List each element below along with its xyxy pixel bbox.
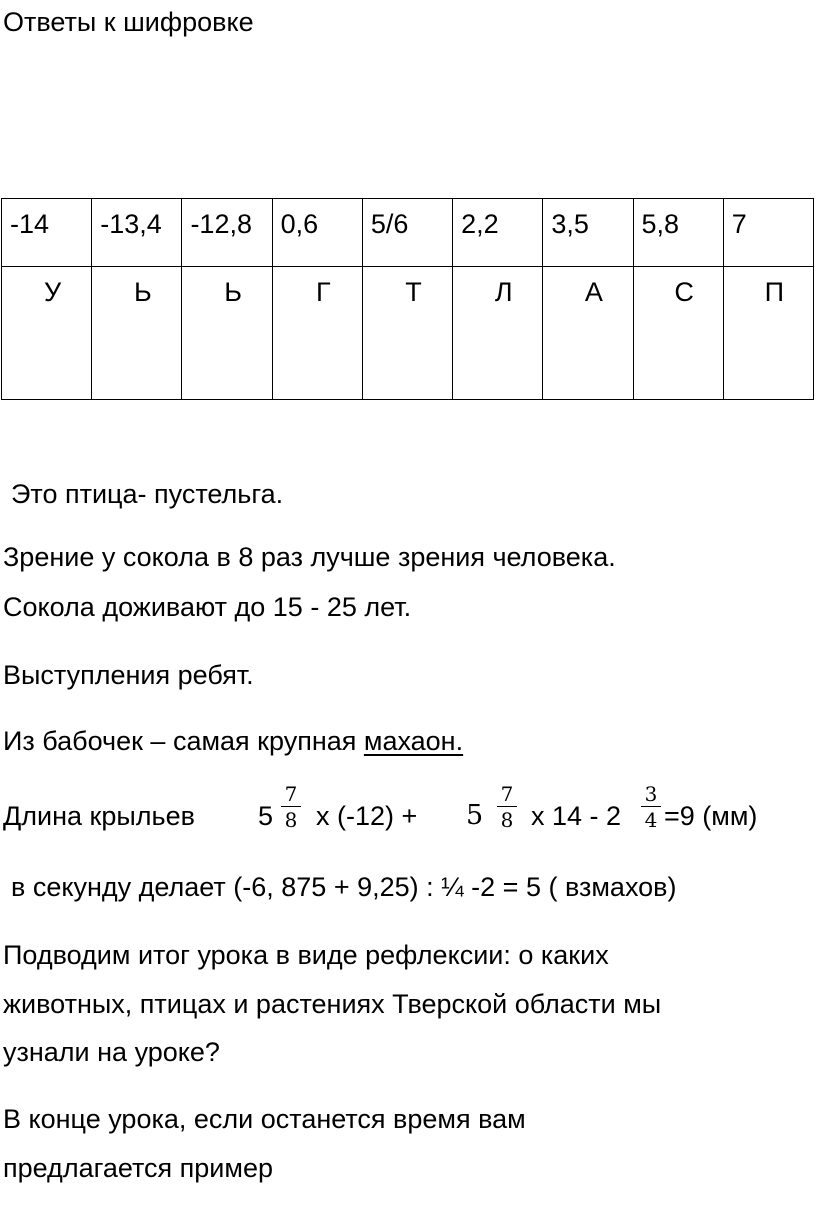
letters-row <box>2 267 814 400</box>
fraction <box>641 783 661 831</box>
number-cell: 3,5 <box>543 199 633 267</box>
page-title: Ответы к шифровке <box>3 7 254 37</box>
fraction <box>497 783 517 831</box>
number-cell: 0,6 <box>272 199 362 267</box>
fraction-denominator: 8 <box>284 808 298 832</box>
letter-cell: П <box>723 267 813 400</box>
formula-result: =9 (мм) <box>664 801 758 831</box>
fraction-numerator: 7 <box>284 782 298 806</box>
letter-cell: Ь <box>182 267 272 400</box>
reflection-line-2: животных, птицах и растениях Тверской области мы <box>3 989 662 1019</box>
number-cell: 5,8 <box>633 199 723 267</box>
mixed-number-whole: 5 <box>466 800 484 831</box>
butterfly-prefix: Из бабочек – самая крупная <box>3 726 364 756</box>
falcon-vision-text: Зрение у сокола в 8 раз лучше зрения человека. <box>3 542 616 572</box>
wingbeats-text: в секунду делает (-6, 875 + 9,25) : ¼ -2 = 5 ( взмахов) <box>11 872 677 902</box>
fraction-denominator: 8 <box>500 808 514 832</box>
number-cell: -13,4 <box>92 199 182 267</box>
speeches-text: Выступления ребят. <box>3 660 254 690</box>
fraction <box>281 783 301 831</box>
end-line-2: предлагается пример <box>3 1153 273 1183</box>
fraction-numerator: 7 <box>500 782 514 806</box>
letter-cell: С <box>633 267 723 400</box>
letter-cell: Г <box>272 267 362 400</box>
numbers-row <box>2 199 814 267</box>
letter-cell: Л <box>453 267 543 400</box>
fraction-numerator: 3 <box>644 782 658 806</box>
fraction-bar <box>497 806 517 807</box>
mixed-number-whole: 5 <box>258 801 274 831</box>
butterfly-text <box>3 723 463 759</box>
number-cell: 5/6 <box>362 199 452 267</box>
butterfly-name: махаон. <box>363 726 464 756</box>
number-cell: -12,8 <box>182 199 272 267</box>
number-cell: 2,2 <box>453 199 543 267</box>
letter-cell: А <box>543 267 633 400</box>
fraction-bar <box>641 806 661 807</box>
falcon-lifespan-text: Сокола доживают до 15 - 25 лет. <box>3 592 412 622</box>
letter-cell: Ь <box>92 267 182 400</box>
bird-answer: Это птица- пустельга. <box>11 479 284 509</box>
fraction-denominator: 4 <box>644 808 658 832</box>
number-cell: 7 <box>723 199 813 267</box>
number-cell: -14 <box>2 199 92 267</box>
formula-part: х 14 - 2 <box>531 801 622 831</box>
letter-cell: У <box>2 267 92 400</box>
reflection-line-1: Подводим итог урока в виде рефлексии: о каких <box>3 940 609 970</box>
reflection-line-3: узнали на уроке? <box>3 1037 220 1067</box>
cipher-table <box>1 198 814 400</box>
formula-label: Длина крыльев <box>3 801 195 831</box>
formula-part: х (-12) + <box>316 801 418 831</box>
fraction-bar <box>281 806 301 807</box>
letter-cell: Т <box>362 267 452 400</box>
end-line-1: В конце урока, если останется время вам <box>3 1104 526 1134</box>
